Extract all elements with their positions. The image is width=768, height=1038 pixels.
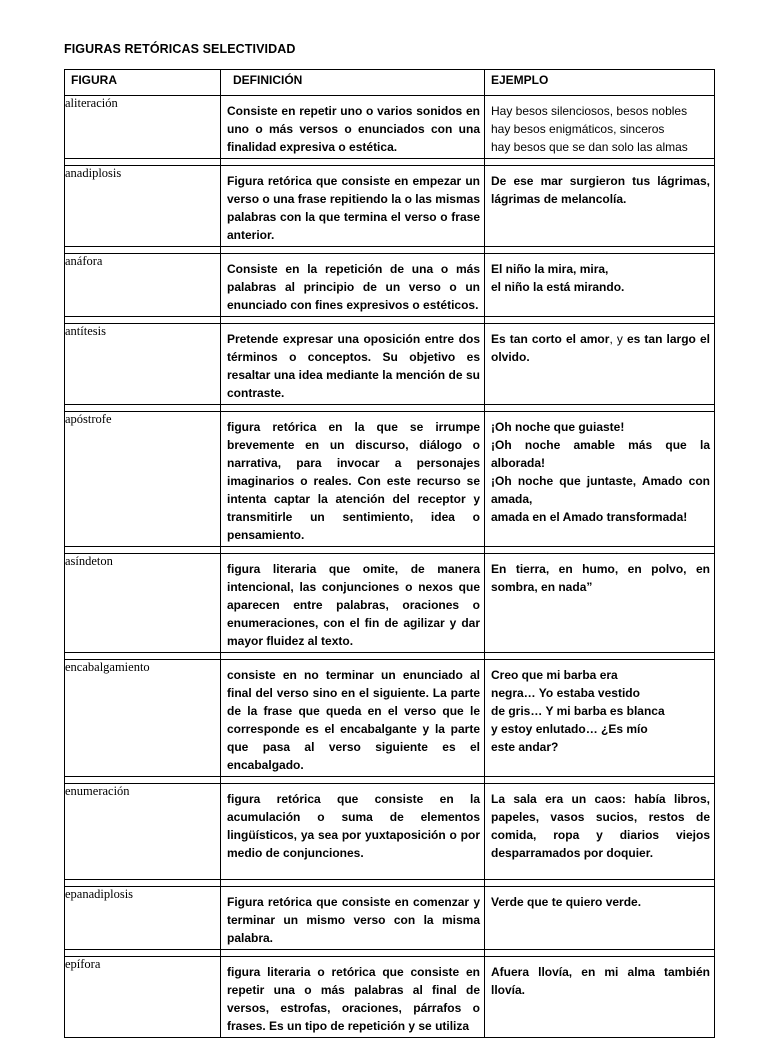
definicion-text: consiste en no terminar un enunciado al final del verso sino en el siguiente. La parte de la frase que queda en el verso que le corresponde es el encabalgante y la parte que pasa al verso siguiente es el encabalgado. bbox=[227, 668, 480, 772]
cell-definicion bbox=[221, 254, 485, 317]
ejemplo-text: Verde que te quiero verde. bbox=[491, 895, 642, 909]
ejemplo-line: negra… Yo estaba vestido bbox=[491, 686, 640, 700]
cell-definicion bbox=[221, 166, 485, 247]
spacer-cell bbox=[65, 880, 221, 887]
cell-figura: asíndeton bbox=[65, 554, 221, 653]
header-definicion: DEFINICIÓN bbox=[221, 70, 485, 96]
cell-figura: encabalgamiento bbox=[65, 660, 221, 777]
spacer-cell bbox=[485, 159, 715, 166]
ejemplo-line: de gris… Y mi barba es blanca bbox=[491, 704, 665, 718]
cell-definicion bbox=[221, 412, 485, 547]
cell-figura: apóstrofe bbox=[65, 412, 221, 547]
ejemplo-text bbox=[491, 260, 710, 296]
definicion-text: figura literaria o retórica que consiste en repetir una o más palabras al final de versos, estrofas, oraciones, párrafos o frases. Es un tipo de repetición y se utiliza bbox=[227, 965, 480, 1033]
cell-figura: enumeración bbox=[65, 784, 221, 880]
cell-figura: antítesis bbox=[65, 324, 221, 405]
cell-figura: aliteración bbox=[65, 96, 221, 159]
row-spacer bbox=[65, 547, 715, 554]
table-row bbox=[65, 324, 715, 405]
row-spacer bbox=[65, 159, 715, 166]
spacer-cell bbox=[65, 405, 221, 412]
definicion-text: Pretende expresar una oposición entre dos términos o conceptos. Su objetivo es resaltar una idea mediante la mención de su contraste. bbox=[227, 332, 480, 400]
cell-figura: anadiplosis bbox=[65, 166, 221, 247]
spacer-cell bbox=[221, 317, 485, 324]
spacer-cell bbox=[65, 777, 221, 784]
ejemplo-line: y estoy enlutado… ¿Es mío bbox=[491, 722, 648, 736]
page-title: FIGURAS RETÓRICAS SELECTIVIDAD bbox=[64, 42, 296, 56]
cell-ejemplo bbox=[485, 957, 715, 1038]
spacer-cell bbox=[221, 405, 485, 412]
spacer-cell bbox=[65, 247, 221, 254]
cell-ejemplo bbox=[485, 887, 715, 950]
cell-definicion bbox=[221, 96, 485, 159]
row-spacer bbox=[65, 950, 715, 957]
cell-figura: anáfora bbox=[65, 254, 221, 317]
ejemplo-text: En tierra, en humo, en polvo, en sombra, en nada” bbox=[491, 562, 710, 594]
ejemplo-text: La sala era un caos: había libros, papeles, vasos sucios, restos de comida, ropa y diarios viejos desparramados por doquier. bbox=[491, 792, 710, 860]
ejemplo-text: De ese mar surgieron tus lágrimas, lágrimas de melancolía. bbox=[491, 174, 710, 206]
ejemplo-text bbox=[491, 666, 710, 756]
cell-ejemplo bbox=[485, 554, 715, 653]
spacer-cell bbox=[221, 950, 485, 957]
cell-figura: epanadiplosis bbox=[65, 887, 221, 950]
definicion-text: figura retórica en la que se irrumpe brevemente en un discurso, diálogo o narrativa, para invocar a personajes imaginarios o reales. Con este recurso se intenta captar la atención del receptor y transmitirle un sentimiento, idea o pensamiento. bbox=[227, 420, 480, 542]
ejemplo-text: Afuera llovía, en mi alma también llovía. bbox=[491, 965, 710, 997]
spacer-cell bbox=[221, 159, 485, 166]
spacer-cell bbox=[485, 405, 715, 412]
row-spacer bbox=[65, 880, 715, 887]
ejemplo-line: El niño la mira, mira, bbox=[491, 262, 609, 276]
table-row bbox=[65, 957, 715, 1038]
definicion-text: figura retórica que consiste en la acumulación o suma de elementos lingüísticos, ya sea por yuxtaposición o por medio de conjunciones. bbox=[227, 792, 480, 860]
spacer-cell bbox=[221, 247, 485, 254]
figures-table bbox=[64, 69, 715, 1038]
spacer-cell bbox=[65, 317, 221, 324]
spacer-cell bbox=[221, 547, 485, 554]
ejemplo-line: hay besos enigmáticos, sinceros bbox=[491, 122, 665, 136]
ejemplo-fragment: es tan largo el olvido. bbox=[491, 332, 710, 364]
table-header-row bbox=[65, 70, 715, 96]
cell-figura: epífora bbox=[65, 957, 221, 1038]
table-row bbox=[65, 96, 715, 159]
ejemplo-line: amada en el Amado transformada! bbox=[491, 510, 688, 524]
spacer-cell bbox=[65, 159, 221, 166]
definicion-text: Figura retórica que consiste en comenzar y terminar un mismo verso con la misma palabra. bbox=[227, 895, 480, 945]
spacer-cell bbox=[65, 547, 221, 554]
ejemplo-line: Hay besos silenciosos, besos nobles bbox=[491, 104, 688, 118]
cell-definicion bbox=[221, 554, 485, 653]
row-spacer bbox=[65, 317, 715, 324]
ejemplo-line: este andar? bbox=[491, 740, 559, 754]
ejemplo-line: ¡Oh noche amable más que la alborada! bbox=[491, 438, 710, 470]
cell-ejemplo bbox=[485, 166, 715, 247]
row-spacer bbox=[65, 653, 715, 660]
table-row bbox=[65, 254, 715, 317]
cell-ejemplo bbox=[485, 784, 715, 880]
definicion-text: Consiste en repetir uno o varios sonidos en uno o más versos o enunciados con una finalidad expresiva o estética. bbox=[227, 104, 480, 154]
spacer-cell bbox=[485, 950, 715, 957]
ejemplo-line: Creo que mi barba era bbox=[491, 668, 618, 682]
ejemplo-line: hay besos que se dan solo las almas bbox=[491, 140, 688, 154]
spacer-cell bbox=[221, 653, 485, 660]
ejemplo-line: el niño la está mirando. bbox=[491, 280, 625, 294]
ejemplo-line: ¡Oh noche que juntaste, Amado con amada, bbox=[491, 474, 710, 506]
cell-ejemplo bbox=[485, 412, 715, 547]
ejemplo-fragment: Es tan corto el amor bbox=[491, 332, 610, 346]
row-spacer bbox=[65, 247, 715, 254]
header-ejemplo: EJEMPLO bbox=[485, 70, 715, 96]
spacer-cell bbox=[485, 777, 715, 784]
ejemplo-text bbox=[491, 330, 710, 366]
ejemplo-text bbox=[491, 102, 710, 156]
header-figura: FIGURA bbox=[65, 70, 221, 96]
spacer-cell bbox=[485, 547, 715, 554]
spacer-cell bbox=[485, 247, 715, 254]
cell-ejemplo bbox=[485, 96, 715, 159]
table-row bbox=[65, 887, 715, 950]
cell-ejemplo bbox=[485, 324, 715, 405]
row-spacer bbox=[65, 405, 715, 412]
cell-definicion bbox=[221, 324, 485, 405]
table-row bbox=[65, 784, 715, 880]
ejemplo-text bbox=[491, 418, 710, 526]
cell-definicion bbox=[221, 957, 485, 1038]
spacer-cell bbox=[221, 880, 485, 887]
spacer-cell bbox=[485, 653, 715, 660]
definicion-text: figura literaria que omite, de manera intencional, las conjunciones o nexos que aparecen entre palabras, oraciones o enumeraciones, con el fin de agilizar y dar mayor fluidez al texto. bbox=[227, 562, 480, 648]
cell-ejemplo bbox=[485, 660, 715, 777]
row-spacer bbox=[65, 777, 715, 784]
spacer-cell bbox=[221, 777, 485, 784]
cell-definicion bbox=[221, 784, 485, 880]
spacer-cell bbox=[65, 653, 221, 660]
ejemplo-fragment: , y bbox=[609, 332, 627, 346]
spacer-cell bbox=[485, 317, 715, 324]
table-row bbox=[65, 412, 715, 547]
definicion-text: Figura retórica que consiste en empezar un verso o una frase repitiendo la o las mismas palabras con la que termina el verso o frase anterior. bbox=[227, 174, 480, 242]
table-row bbox=[65, 554, 715, 653]
definicion-text: Consiste en la repetición de una o más palabras al principio de un verso o un enunciado con fines expresivos o estéticos. bbox=[227, 262, 480, 312]
table-body bbox=[65, 96, 715, 1038]
spacer-cell bbox=[65, 950, 221, 957]
ejemplo-line: ¡Oh noche que guiaste! bbox=[491, 420, 625, 434]
cell-ejemplo bbox=[485, 254, 715, 317]
spacer-cell bbox=[485, 880, 715, 887]
cell-definicion bbox=[221, 887, 485, 950]
cell-definicion bbox=[221, 660, 485, 777]
table-row bbox=[65, 660, 715, 777]
table-row bbox=[65, 166, 715, 247]
